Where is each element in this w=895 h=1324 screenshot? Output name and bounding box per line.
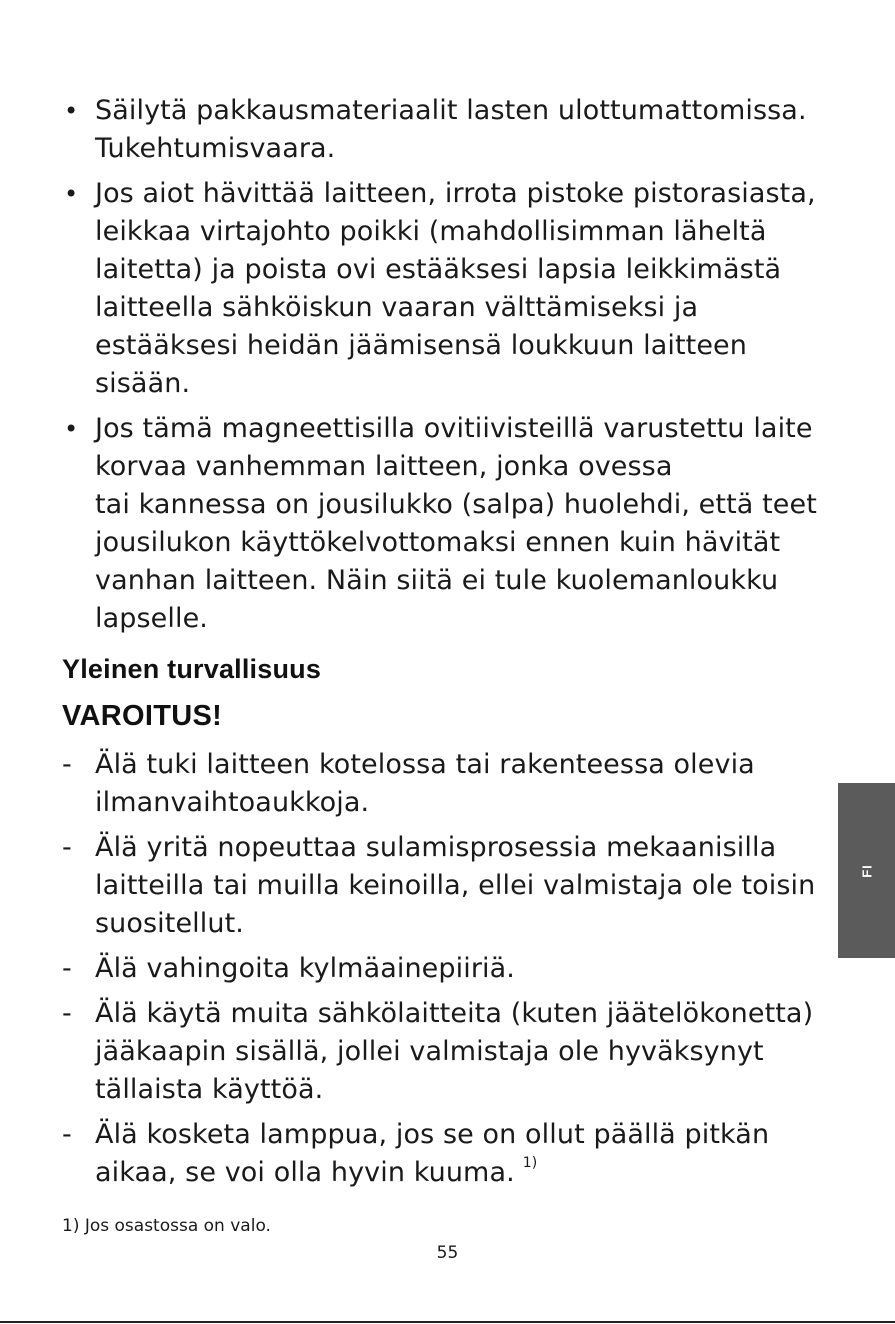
list-item [62,1116,832,1192]
text-line: leikkaa virtajohto poikki (mahdollisimman läheltä [95,216,767,247]
list-item [62,995,832,1109]
text-line-content: aikaa, se voi olla hyvin kuuma. [95,1157,515,1188]
page-number: 55 [436,1243,459,1263]
text-line: tai kannessa on jousilukko (salpa) huolehdi, että teet [95,489,817,520]
text-line: Älä tuki laitteen kotelossa tai rakenteessa olevia [95,749,755,780]
footnote-reference: 1) [522,1155,538,1171]
text-line: Säilytä pakkausmateriaalit lasten ulottumattomissa. [95,95,807,126]
list-item [62,92,832,168]
list-item [62,829,832,943]
text-line: laitteilla tai muilla keinoilla, ellei valmistaja ole toisin [95,870,816,901]
bullet-marker: • [64,415,79,443]
list-item [62,746,832,822]
text-line: korvaa vanhemman laitteen, jonka ovessa [95,451,673,482]
bottom-rule [0,1321,895,1323]
list-item [62,950,832,988]
bullet-marker: • [64,97,79,125]
text-line: Jos aiot hävittää laitteen, irrota pistoke pistorasiasta, [95,178,816,209]
text-line: laitetta) ja poista ovi estääksesi lapsia leikkimästä [95,254,782,285]
dash-marker: - [62,1119,72,1150]
language-tab [838,783,895,958]
text-line: suositellut. [95,908,244,939]
text-line: jousilukon käyttökelvottomaksi ennen kuin hävität [95,527,781,558]
text-line: ilmanvaihtoaukkoja. [95,787,370,818]
text-line: Älä yritä nopeuttaa sulamisprosessia mekaanisilla [95,832,777,863]
footnote: 1) Jos osastossa on valo. [62,1216,271,1236]
section-heading: Yleinen turvallisuus [62,654,322,684]
dash-marker: - [62,998,72,1029]
text-line: estääksesi heidän jäämisensä loukkuun laitteen [95,330,747,361]
text-line: Jos tämä magneettisilla ovitiivisteillä varustettu laite [95,413,813,444]
warning-dash-list [62,746,832,1199]
text-line: vanhan laitteen. Näin siitä ei tule kuolemanloukku [95,565,779,596]
dash-marker: - [62,749,72,780]
text-line: jääkaapin sisällä, jollei valmistaja ole hyväksynyt [95,1036,764,1067]
dash-marker: - [62,953,72,984]
safety-bullet-list [62,92,832,645]
list-item [62,175,832,403]
text-line: Älä vahingoita kylmäainepiiriä. [95,953,515,984]
text-line: Älä kosketa lamppua, jos se on ollut päällä pitkän [95,1119,770,1150]
text-line: Tukehtumisvaara. [95,133,336,164]
text-line: lapselle. [95,603,208,634]
text-line: laitteella sähköiskun vaaran välttämiseksi ja [95,292,699,323]
warning-heading: VAROITUS! [62,700,223,732]
text-line [95,1154,832,1192]
bullet-marker: • [64,180,79,208]
dash-marker: - [62,832,72,863]
text-line: sisään. [95,368,191,399]
text-line: Älä käytä muita sähkölaitteita (kuten jäätelökonetta) [95,998,814,1029]
list-item [62,410,832,638]
text-line: tällaista käyttöä. [95,1074,324,1105]
language-tab-label: FI [859,863,874,878]
